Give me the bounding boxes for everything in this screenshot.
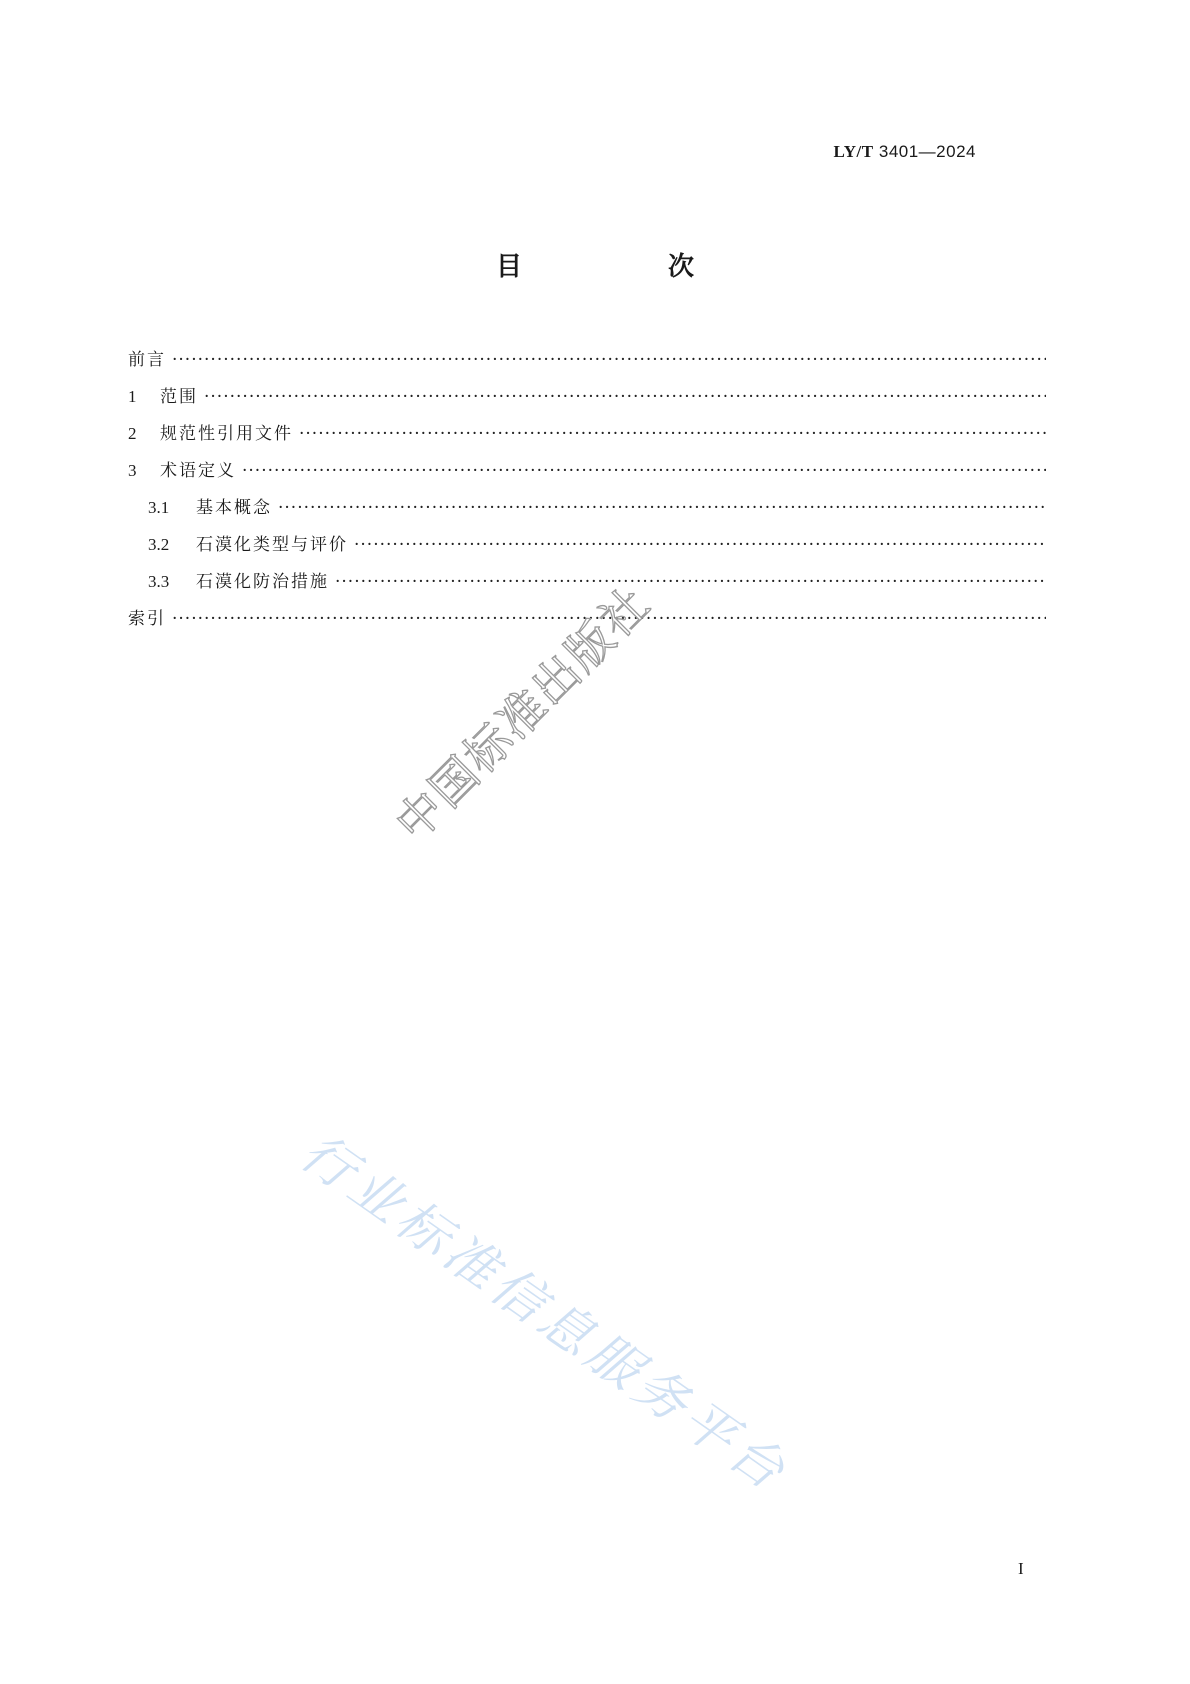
standard-code xyxy=(834,142,977,162)
standard-prefix: LY/T xyxy=(833,142,874,161)
page-title: 目 次 xyxy=(495,252,754,282)
dot-leader xyxy=(278,498,1046,518)
dot-leader xyxy=(172,609,1046,629)
toc-title: 术语定义 xyxy=(160,461,236,481)
platform-watermark: 行业标准信息服务平台 xyxy=(289,1122,800,1505)
toc-title: 前言 xyxy=(128,350,166,370)
toc-number: 1 xyxy=(128,387,137,406)
page-number: I xyxy=(1018,1559,1024,1578)
toc-title: 石漠化类型与评价 xyxy=(196,535,348,555)
toc-entry-normative-references[interactable] xyxy=(128,419,1046,456)
table-of-contents xyxy=(128,345,1046,641)
dot-leader xyxy=(335,572,1046,592)
toc-title: 索引 xyxy=(128,609,166,629)
standard-number: 3401—2024 xyxy=(878,142,976,161)
toc-title: 范围 xyxy=(160,387,198,407)
toc-number: 3.1 xyxy=(148,498,170,517)
toc-entry-types-evaluation[interactable] xyxy=(128,530,1046,567)
toc-entry-terms-definitions[interactable] xyxy=(128,456,1046,493)
toc-entry-basic-concepts[interactable] xyxy=(128,493,1046,530)
publisher-watermark: 中国标准出版社 xyxy=(385,575,661,852)
toc-number: 3 xyxy=(128,461,137,480)
toc-title: 基本概念 xyxy=(196,498,272,518)
toc-entry-control-measures[interactable] xyxy=(128,567,1046,604)
toc-title: 规范性引用文件 xyxy=(160,424,293,444)
dot-leader xyxy=(204,387,1046,407)
dot-leader xyxy=(299,424,1046,444)
toc-number: 2 xyxy=(128,424,137,443)
toc-entry-scope[interactable] xyxy=(128,382,1046,419)
dot-leader xyxy=(172,350,1046,370)
toc-number: 3.3 xyxy=(148,572,170,591)
dot-leader xyxy=(242,461,1046,481)
toc-entry-foreword[interactable] xyxy=(128,345,1046,382)
toc-number: 3.2 xyxy=(148,535,170,554)
dot-leader xyxy=(354,535,1046,555)
toc-entry-index[interactable] xyxy=(128,604,1046,641)
toc-title: 石漠化防治措施 xyxy=(196,572,329,592)
